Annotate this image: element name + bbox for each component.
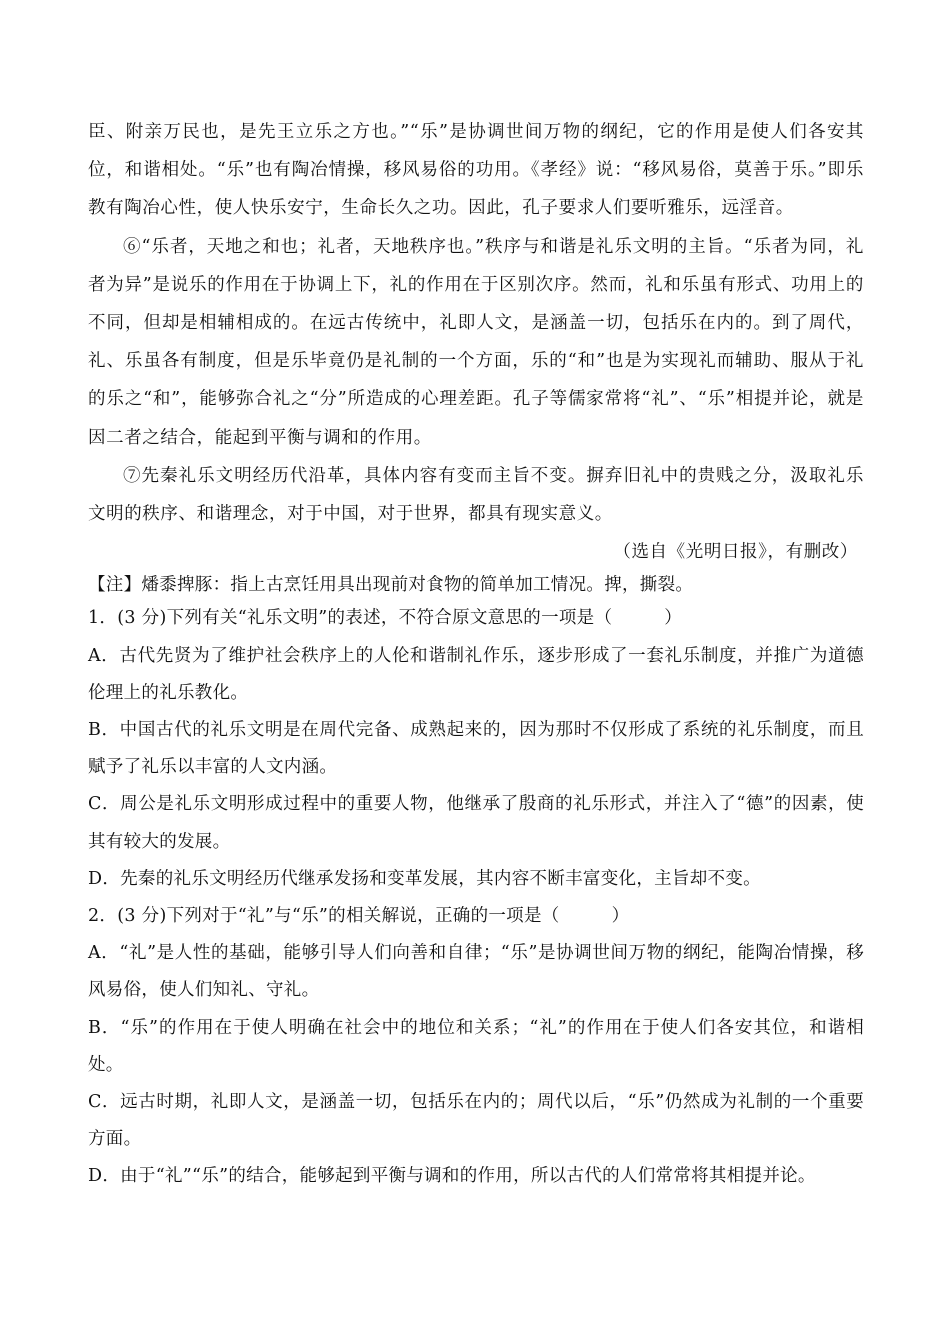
passage-paragraph-7: ⑦先秦礼乐文明经历代沿革，具体内容有变而主旨不变。摒弃旧礼中的贵贱之分，汲取礼乐文明的秩序、和谐理念，对于中国，对于世界，都具有现实意义。 [88, 465, 864, 525]
question-stem-text: 2．(3 分)下列对于“礼”与“乐”的相关解说，正确的一项是（ [88, 906, 560, 927]
question-1 [88, 600, 864, 898]
option-d: D．先秦的礼乐文明经历代继承发扬和变革发展，其内容不断丰富变化，主旨却不变。 [88, 868, 761, 889]
document-page [88, 113, 864, 1196]
question-2 [88, 898, 864, 1196]
question-stem-close: ） [664, 608, 683, 629]
question-stem [88, 600, 864, 637]
option-b: B．“乐”的作用在于使人明确在社会中的地位和关系；“礼”的作用在于使人们各安其位，和谐相处。 [88, 1017, 864, 1075]
passage-source: （选自《光明日报》，有删改） [613, 542, 858, 563]
passage-paragraph-continued: 臣、附亲万民也，是先王立乐之方也。”“乐”是协调世间万物的纲纪，它的作用是使人们各安其位，和谐相处。“乐”也有陶冶情操，移风易俗的功用。《孝经》说：“移风易俗，莫善于乐。”即乐教有陶冶心性，使人快乐安宁，生命长久之功。因此，孔子要求人们要听雅乐，远淫音。 [88, 122, 864, 219]
annotation-note: 【注】燔黍捭豚：指上古烹饪用具出现前对食物的简单加工情况。捭，撕裂。 [88, 575, 694, 596]
option-d: D．由于“礼”“乐”的结合，能够起到平衡与调和的作用，所以古代的人们常常将其相提并论。 [88, 1166, 816, 1187]
question-stem-text: 1．(3 分)下列有关“礼乐文明”的表述，不符合原文意思的一项是（ [88, 608, 613, 629]
option-c: C．周公是礼乐文明形成过程中的重要人物，他继承了殷商的礼乐形式，并注入了“德”的因素，使其有较大的发展。 [88, 794, 864, 852]
option-b: B．中国古代的礼乐文明是在周代完备、成熟起来的，因为那时不仅形成了系统的礼乐制度，而且赋予了礼乐以丰富的人文内涵。 [88, 720, 864, 778]
question-stem-close: ） [611, 906, 630, 927]
question-list [88, 600, 864, 1195]
question-stem [88, 898, 864, 935]
passage-paragraph-6: ⑥“乐者，天地之和也；礼者，天地秩序也。”秩序与和谐是礼乐文明的主旨。“乐者为同，礼者为异”是说乐的作用在于协调上下，礼的作用在于区别次序。然而，礼和乐虽有形式、功用上的不同，但却是相辅相成的。在远古传统中，礼即人文，是涵盖一切，包括乐在内的。到了周代，礼、乐虽各有制度，但是乐毕竟仍是礼制的一个方面，乐的“和”也是为实现礼而辅助、服从于礼的乐之“和”，能够弥合礼之“分”所造成的心理差距。孔子等儒家常将“礼”、“乐”相提并论，就是因二者之结合，能起到平衡与调和的作用。 [88, 236, 864, 448]
option-c: C．远古时期，礼即人文，是涵盖一切，包括乐在内的；周代以后，“乐”仍然成为礼制的一个重要方面。 [88, 1092, 864, 1150]
option-a: A．“礼”是人性的基础，能够引导人们向善和自律；“乐”是协调世间万物的纲纪，能陶冶情操，移风易俗，使人们知礼、守礼。 [88, 943, 864, 1001]
reading-passage [88, 113, 864, 571]
option-a: A．古代先贤为了维护社会秩序上的人伦和谐制礼作乐，逐步形成了一套礼乐制度，并推广为道德伦理上的礼乐教化。 [88, 645, 864, 703]
